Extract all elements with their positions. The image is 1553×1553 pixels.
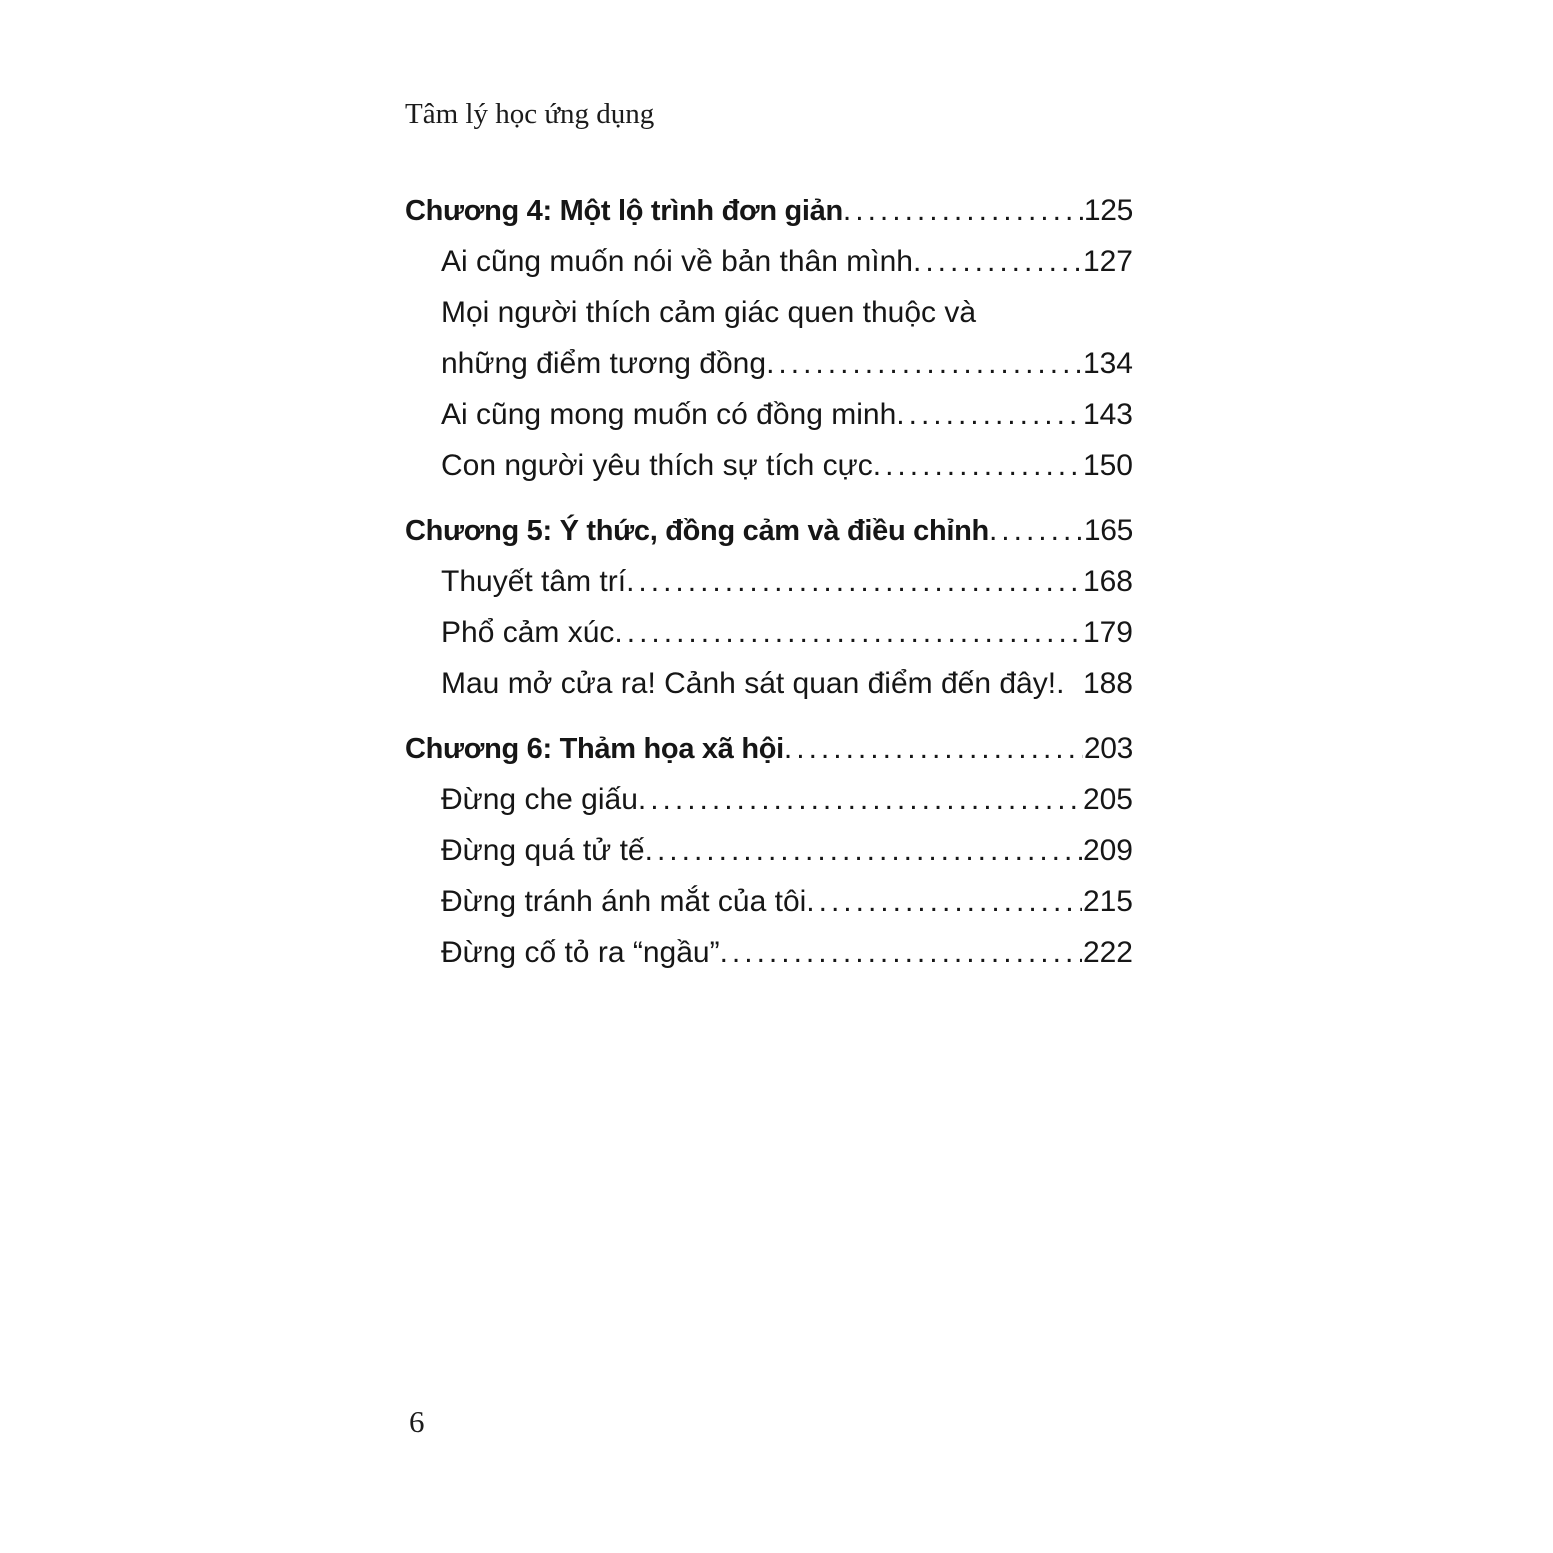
toc-page-number: 205	[1082, 783, 1133, 816]
page-number: 6	[409, 1404, 425, 1439]
toc-entry-label: Đừng che giấu	[441, 783, 638, 816]
toc-entry-label: Đừng tránh ánh mắt của tôi	[441, 885, 807, 918]
toc-page-number: 168	[1082, 565, 1133, 598]
toc-entry-row	[405, 774, 1133, 825]
dot-leader	[896, 389, 1082, 440]
toc-entry-row	[405, 440, 1133, 491]
toc-entry-label: Chương 4: Một lộ trình đơn giản	[405, 195, 843, 227]
toc-entry-row	[405, 556, 1133, 607]
toc-page-number: 127	[1082, 245, 1133, 278]
toc-page-number: 203	[1083, 732, 1133, 765]
toc-entry-label: Đừng cố tỏ ra “ngầu”	[441, 936, 720, 969]
toc-entry-row	[405, 825, 1133, 876]
toc-entry-label: Đừng quá tử tế	[441, 834, 645, 867]
toc-entry-label: Ai cũng mong muốn có đồng minh	[441, 398, 897, 431]
toc-page-number: 188	[1082, 667, 1133, 700]
toc-entry-row	[405, 876, 1133, 927]
toc-entry-row	[405, 658, 1133, 709]
toc-page-number: 209	[1082, 834, 1133, 867]
toc-chapter-row	[405, 505, 1133, 556]
dot-leader	[873, 440, 1082, 491]
dot-leader	[626, 556, 1082, 607]
dot-leader	[843, 185, 1083, 236]
toc-chapter-row	[405, 723, 1133, 774]
toc-entry-label: Ai cũng muốn nói về bản thân mình	[441, 245, 913, 278]
toc-chapter-row	[405, 185, 1133, 236]
toc-entry-row	[405, 927, 1133, 978]
toc-entry-row	[405, 389, 1133, 440]
table-of-contents	[405, 185, 1133, 978]
toc-page-number: 143	[1082, 398, 1133, 431]
toc-entry-row	[405, 338, 1133, 389]
dot-leader	[913, 236, 1082, 287]
dot-leader	[806, 876, 1082, 927]
toc-entry-label: Con người yêu thích sự tích cực	[441, 449, 873, 482]
toc-page-number: 222	[1082, 936, 1133, 969]
toc-entry-label: Chương 5: Ý thức, đồng cảm và điều chỉnh	[405, 515, 989, 547]
toc-entry-row	[405, 287, 1133, 338]
toc-entry-label: Mọi người thích cảm giác quen thuộc và	[441, 296, 977, 329]
toc-entry-row	[405, 236, 1133, 287]
toc-entry-label: những điểm tương đồng	[441, 347, 767, 380]
dot-leader	[645, 825, 1082, 876]
dot-leader	[766, 338, 1082, 389]
dot-leader	[614, 607, 1082, 658]
toc-page-number: 165	[1083, 514, 1133, 547]
toc-entry-label: Phổ cảm xúc	[441, 616, 615, 649]
toc-entry-label: Mau mở cửa ra! Cảnh sát quan điểm đến đây!	[441, 667, 1057, 700]
dot-leader	[638, 774, 1082, 825]
toc-page-number: 134	[1082, 347, 1133, 380]
toc-page-number: 125	[1083, 194, 1133, 227]
toc-entry-label: Chương 6: Thảm họa xã hội	[405, 733, 784, 765]
toc-entry-row	[405, 607, 1133, 658]
toc-page-number: 150	[1082, 449, 1133, 482]
dot-leader	[784, 723, 1083, 774]
running-header: Tâm lý học ứng dụng	[405, 98, 655, 130]
dot-leader	[989, 505, 1083, 556]
toc-page-number: 215	[1082, 885, 1133, 918]
dot-leader	[720, 927, 1082, 978]
dot-leader	[1056, 658, 1082, 709]
toc-entry-label: Thuyết tâm trí	[441, 565, 627, 598]
toc-page-number: 179	[1082, 616, 1133, 649]
